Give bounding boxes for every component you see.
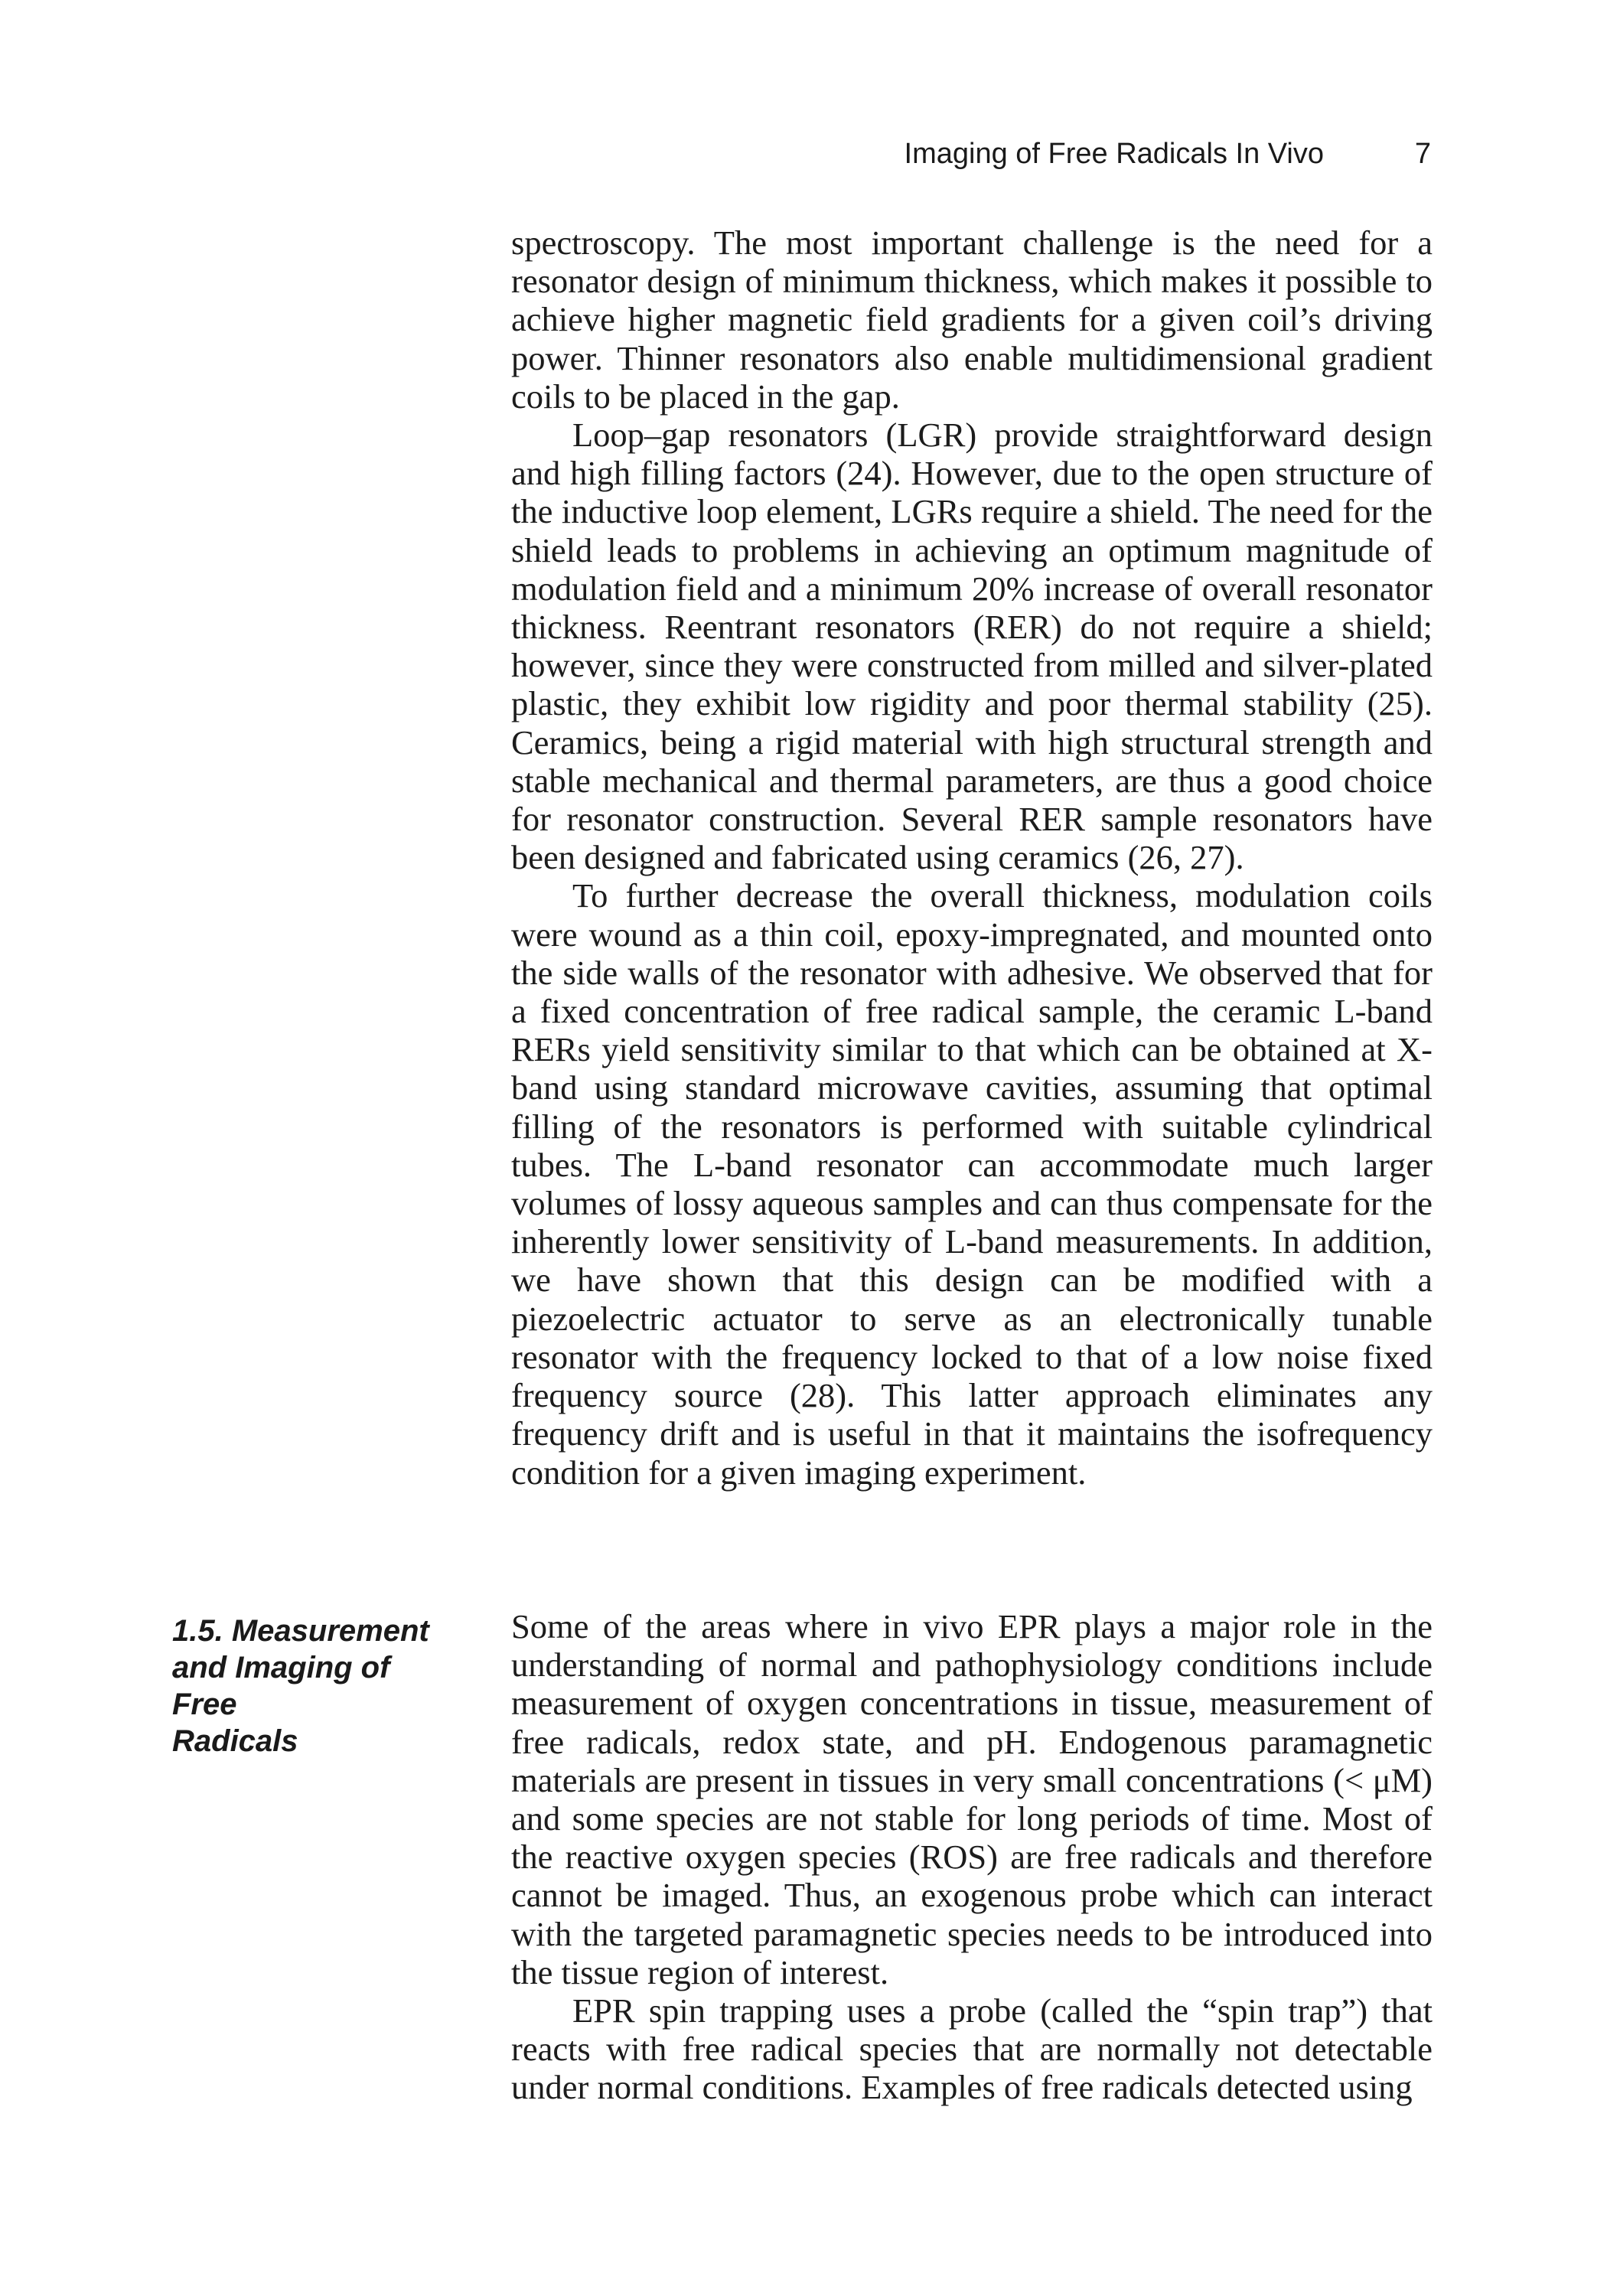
section-heading-line: 1.5. Measurement bbox=[172, 1614, 429, 1648]
section-heading bbox=[172, 1613, 448, 1760]
page-number: 7 bbox=[1414, 138, 1431, 170]
section-heading-line: and Imaging of Free bbox=[172, 1651, 390, 1721]
paragraph-modulation-coils: To further decrease the overall thickness, modulation coils were wound as a thin coil, epoxy-impregnated, and mounted onto the side walls of the resonator with adhesive. We observed that for a fixed concentration of free radical sample, the ceramic L-band RERs yield sensitivity similar to that which can be obtained at X-band using standard microwave cavities, assuming that optimal filling of the resonators is performed with suitable cylindrical tubes. The L-band resonator can accommodate much larger volumes of lossy aqueous samples and can thus compensate for the inherently lower sensitivity of L-band measurements. In addition, we have shown that this design can be modified with a piezoelectric actuator to serve as an electronically tunable resonator with the frequency locked to that of a low noise fixed frequency source (28). This latter approach eliminates any frequency drift and is useful in that it maintains the isofrequency condition for a given imaging experiment. bbox=[511, 876, 1433, 1492]
body-text-column-top bbox=[511, 223, 1433, 1492]
paragraph-continuation: spectroscopy. The most important challenge is the need for a resonator design of minimum thickness, which makes it possible to achieve higher magnetic field gradients for a given coil’s driving power. Thinner resonators also enable multidimensional gradient coils to be placed in the gap. bbox=[511, 223, 1433, 416]
running-title: Imaging of Free Radicals In Vivo bbox=[904, 138, 1324, 170]
body-text-column-bottom bbox=[511, 1607, 1433, 2107]
section-heading-line: Radicals bbox=[172, 1724, 298, 1758]
paragraph-loop-gap-resonators: Loop–gap resonators (LGR) provide straightforward design and high filling factors (24). However, due to the open structure of the inductive loop element, LGRs require a shield. The need for the shield leads to problems in achieving an optimum magnitude of modulation field and a minimum 20% increase of overall resonator thickness. Reentrant resonators (RER) do not require a shield; however, since they were constructed from milled and silver-plated plastic, they exhibit low rigidity and poor thermal stability (25). Ceramics, being a rigid material with high structural strength and stable mechanical and thermal parameters, are thus a good choice for resonator construction. Several RER sample resonators have been designed and fabricated using ceramics (26, 27). bbox=[511, 416, 1433, 877]
paragraph-in-vivo-epr: Some of the areas where in vivo EPR plays a major role in the understanding of normal and pathophysiology conditions include measurement of oxygen concentrations in tissue, measurement of free radicals, redox state, and pH. Endogenous paramagnetic materials are present in tissues in very small concentrations (< μM) and some species are not stable for long periods of time. Most of the reactive oxygen species (ROS) are free radicals and therefore cannot be imaged. Thus, an exogenous probe which can interact with the targeted paramagnetic species needs to be introduced into the tissue region of interest. bbox=[511, 1607, 1433, 1991]
paragraph-spin-trapping: EPR spin trapping uses a probe (called the “spin trap”) that reacts with free radical species that are normally not detectable under normal conditions. Examples of free radicals detected using bbox=[511, 1991, 1433, 2107]
running-header bbox=[842, 130, 1431, 176]
